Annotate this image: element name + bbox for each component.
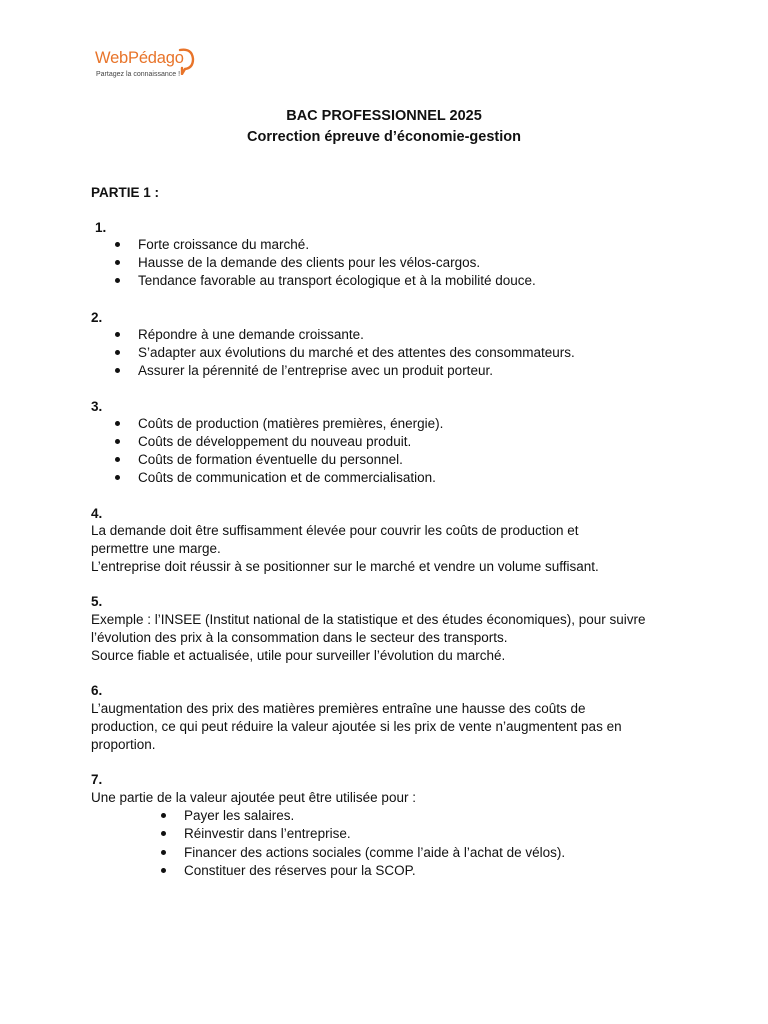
part-label: PARTIE 1 : (91, 185, 160, 200)
bullet-icon (115, 457, 120, 462)
page-title: BAC PROFESSIONNEL 2025 (286, 108, 482, 124)
answer-line: production, ce qui peut réduire la valeur ajoutée si les prix de vente n’augmentent pas en (91, 719, 622, 734)
question-number: 3. (91, 399, 103, 414)
bullet-icon (115, 368, 120, 373)
answer-line: L’entreprise doit réussir à se positionner sur le marché et vendre un volume suffisant. (91, 559, 599, 574)
bullet-icon (161, 831, 166, 836)
bullet-icon (115, 475, 120, 480)
question-number: 4. (91, 506, 103, 521)
list-item: Constituer des réserves pour la SCOP. (184, 863, 416, 878)
list-item: Coûts de développement du nouveau produit. (138, 434, 412, 449)
bullet-icon (161, 868, 166, 873)
bullet-icon (161, 850, 166, 855)
question-number: 6. (91, 683, 103, 698)
list-item: Hausse de la demande des clients pour les vélos-cargos. (138, 255, 481, 270)
answer-line: Source fiable et actualisée, utile pour surveiller l’évolution du marché. (91, 648, 506, 663)
bullet-icon (115, 260, 120, 265)
list-item: Coûts de production (matières premières, énergie). (138, 416, 444, 431)
answer-line: proportion. (91, 737, 156, 752)
list-item: Coûts de formation éventuelle du personnel. (138, 452, 403, 467)
list-item: Financer des actions sociales (comme l’aide à l’achat de vélos). (184, 845, 566, 860)
bullet-icon (115, 421, 120, 426)
bullet-icon (115, 242, 120, 247)
list-item: Forte croissance du marché. (138, 237, 310, 252)
bullet-icon (115, 439, 120, 444)
answer-line: La demande doit être suffisamment élevée pour couvrir les coûts de production et (91, 523, 579, 538)
bullet-icon (161, 813, 166, 818)
list-item: Assurer la pérennité de l’entreprise avec un produit porteur. (138, 363, 493, 378)
logo (92, 44, 202, 86)
list-item: Répondre à une demande croissante. (138, 327, 364, 342)
bullet-icon (115, 350, 120, 355)
speech-bubble-icon (176, 47, 198, 75)
answer-line: Exemple : l’INSEE (Institut national de la statistique et des études économiques), pour suivre (91, 612, 646, 627)
answer-intro: Une partie de la valeur ajoutée peut être utilisée pour : (91, 790, 416, 805)
question-number: 5. (91, 594, 103, 609)
question-number: 7. (91, 772, 103, 787)
bullet-icon (115, 278, 120, 283)
logo-name: WebPédago (95, 49, 184, 67)
question-number: 1. (95, 220, 107, 235)
bullet-icon (115, 332, 120, 337)
list-item: Réinvestir dans l’entreprise. (184, 826, 351, 841)
list-item: S’adapter aux évolutions du marché et des attentes des consommateurs. (138, 345, 575, 360)
answer-line: L’augmentation des prix des matières premières entraîne une hausse des coûts de (91, 701, 586, 716)
page-subtitle: Correction épreuve d’économie-gestion (247, 129, 521, 145)
logo-tagline: Partagez la connaissance ! (96, 71, 181, 78)
answer-line: permettre une marge. (91, 541, 221, 556)
question-number: 2. (91, 310, 103, 325)
list-item: Coûts de communication et de commercialisation. (138, 470, 436, 485)
answer-line: l’évolution des prix à la consommation dans le secteur des transports. (91, 630, 508, 645)
list-item: Payer les salaires. (184, 808, 295, 823)
list-item: Tendance favorable au transport écologique et à la mobilité douce. (138, 273, 536, 288)
